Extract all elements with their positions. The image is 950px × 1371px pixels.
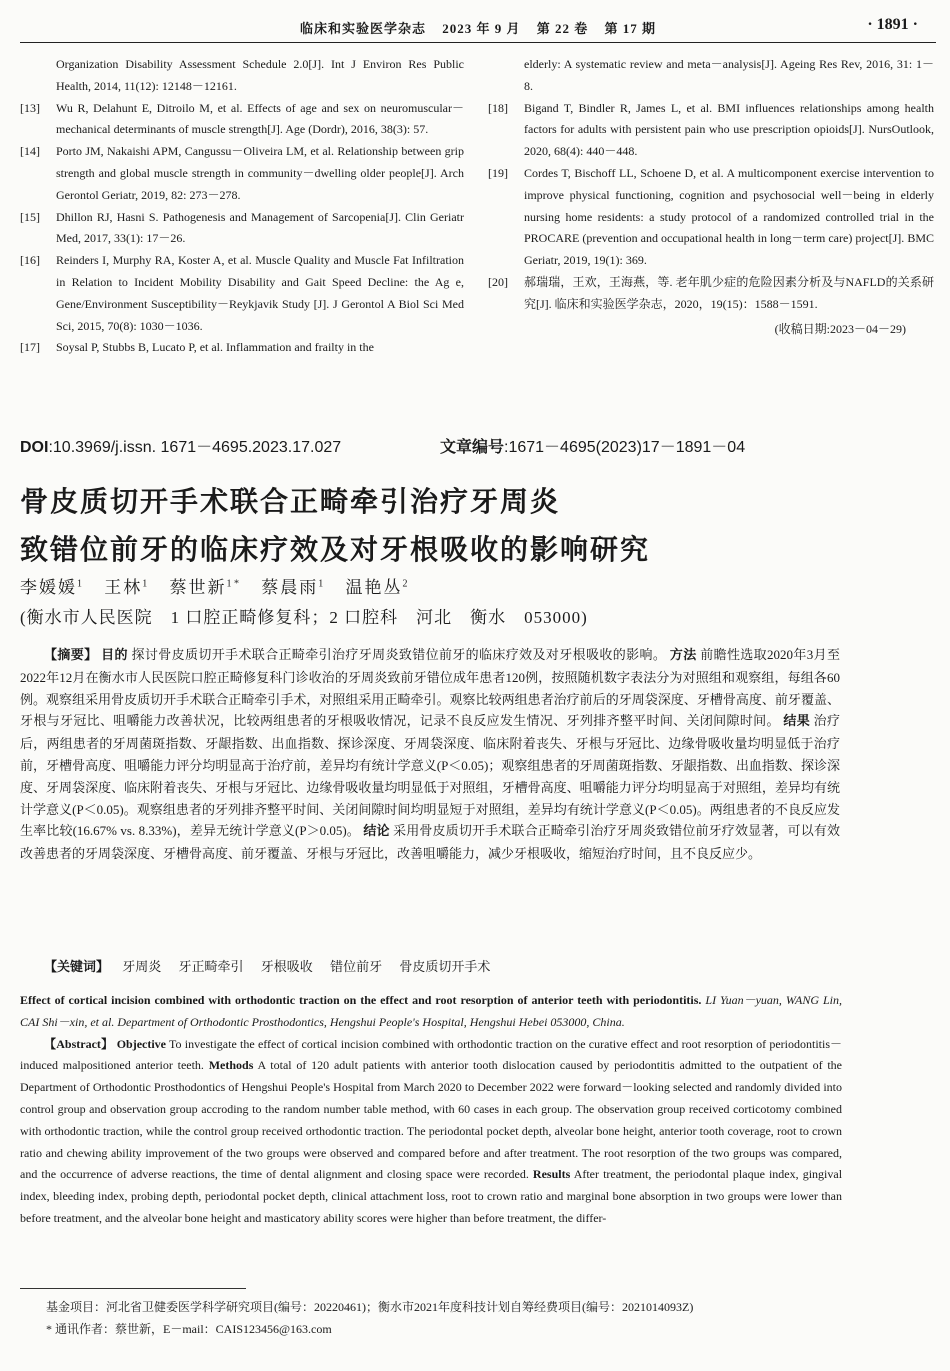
objective-text: 探讨骨皮质切开手术联合正畸牵引治疗牙周炎致错位前牙的临床疗效及对牙根吸收的影响。: [131, 647, 667, 662]
volume: 第 22 卷: [536, 21, 589, 36]
author-list: [20, 573, 424, 598]
conclusion-label: 结论: [363, 824, 390, 840]
doi-value: :10.3969/j.issn. 1671－4695.2023.17.027: [48, 439, 342, 456]
article-number-label: 文章编号: [440, 439, 505, 456]
results-text: 治疗后，两组患者的牙周菌斑指数、牙龈指数、出血指数、探诊深度、牙周袋深度、临床附着丧失、牙根与牙冠比、边缘骨吸收量均明显低于治疗前，牙槽骨高度、咀嚼能力评分均明显高于治疗前，差异均有统计学意义(P＜0.05)；观察组患者的牙周菌斑指数、牙龈指数、出血指数、探诊深度、牙周袋深度、临床附着丧失、牙根与牙冠比、边缘骨吸收量均明显低于对照组，牙槽骨高度、咀嚼能力评分均明显高于对照组，差异均有统计学意义(P＜0.05)。观察组患者的牙列排齐整平时间、关闭间隙时间均明显短于对照组，差异均有统计学意义(P＜0.05)。两组患者的不良反应发生率比较(16.67% vs. 8.33%)，差异无统计学意义(P＞0.05)。: [20, 713, 841, 839]
issue-date: 2023 年 9 月: [442, 21, 521, 36]
english-abstract-block: [20, 990, 842, 1230]
article-number: [440, 434, 745, 457]
english-results-label: Results: [532, 1167, 571, 1182]
issue: 第 17 期: [604, 21, 657, 36]
journal-name: 临床和实验医学杂志: [299, 21, 426, 36]
reference-item: [20] 郝瑞瑞，王欢，王海燕，等. 老年肌少症的危险因素分析及与NAFLD的关系研究[J]. 临床和实验医学杂志，2020，19(15)：1588－1591.: [488, 274, 934, 311]
reference-item: [14] Porto JM, Nakaishi APM, Cangussu－Oliveira LM, et al. Relationship between grip strength and global muscle strength in community－dwelling older people[J]. Arch Gerontol Geriatr, 2019, 82: 273－278.: [20, 144, 464, 202]
english-authors: LI Yuan－yuan, WANG Lin, CAI Shi－xin, et al.: [20, 993, 843, 1029]
funding-note: 基金项目：河北省卫健委医学科学研究项目(编号：20220461)；衡水市2021年度科技计划自筹经费项目(编号：2021014093Z): [46, 1300, 694, 1314]
running-header: [20, 14, 936, 43]
references-left-column: [20, 54, 464, 359]
reference-item: [15] Dhillon RJ, Hasni S. Pathogenesis and Management of Sarcopenia[J]. Clin Geriatr Med, 2017, 33(1): 17－26.: [20, 209, 464, 246]
conclusion-text: 采用骨皮质切开手术联合正畸牵引治疗牙周炎致错位前牙疗效显著，可以有效改善患者的牙周袋深度、牙槽骨高度、前牙覆盖、牙根与牙冠比，改善咀嚼能力，减少牙根吸收，缩短治疗时间，且不良反应少。: [20, 823, 841, 862]
english-abstract: [20, 1034, 842, 1230]
doi-line: [20, 434, 746, 457]
methods-text: 前瞻性选取2020年3月至2022年12月在衡水市人民医院口腔正畸修复科门诊收治的牙周炎致前牙错位成年患者120例，按照随机数字表法分为对照组和观察组，每组各60例。观察组采用骨皮质切开手术联合正畸牵引手术，对照组采用正畸牵引。观察比较两组患者治疗前后的牙周袋深度、牙槽骨高度、前牙覆盖、牙根与牙冠比、咀嚼能力改善状况，比较两组患者的牙根吸收情况，记录不良反应发生情况、牙列排齐整平时间、关闭间隙时间。: [20, 647, 841, 729]
keywords-label: 【关键词】: [44, 960, 110, 975]
corresponding-author-note: * 通讯作者：蔡世新，E－mail：CAIS123456@163.com: [46, 1322, 332, 1336]
reference-item: elderly: A systematic review and meta－analysis[J]. Ageing Res Rev, 2016, 31: 1－8.: [524, 57, 934, 93]
author: 蔡世新$^{1 *}$: [169, 578, 239, 597]
keyword: 牙周炎: [122, 959, 162, 974]
author: 李媛媛$^1$: [20, 578, 82, 597]
chinese-abstract: [20, 644, 840, 865]
english-department: Department of Orthodontic Prosthodontics, Hengshui People's Hospital, Hengshui Hebei 053000, China.: [117, 1014, 625, 1029]
chinese-keywords: [20, 956, 840, 975]
english-results-text: After treatment, the periodontal plaque index, gingival index, bleeding index, probing depth, periodontal pocket depth, clinical attachment loss, root to crown ratio and marginal bone absorption in two groups were lower than before treatment, and the alveolar bone height and masticatory ability scores were higher than before treatment, the differ-: [20, 1167, 843, 1225]
keyword: 骨皮质切开手术: [399, 959, 491, 974]
title-line-1: 骨皮质切开手术联合正畸牵引治疗牙周炎: [20, 485, 561, 518]
reference-item: Organization Disability Assessment Schedule 2.0[J]. Int J Environ Res Public Health, 2014, 11(12): 12148－12161.: [56, 57, 464, 93]
reference-item: [19] Cordes T, Bischoff LL, Schoene D, et al. A multicomponent exercise intervention to improve physical functioning, cognition and psychosocial well－being in elderly nursing home residents: a study protocol of a randomized controlled trial in the PROCARE (prevention and occupational health in long－term care) project[J]. BMC Geriatr, 2019, 19(1): 369.: [488, 165, 934, 268]
results-label: 结果: [783, 714, 811, 730]
article-number-value: :1671－4695(2023)17－1891－04: [504, 439, 746, 456]
footnotes: [46, 1296, 693, 1340]
abstract-label: 【摘要】: [44, 648, 98, 663]
keyword: 牙正畸牵引: [178, 959, 244, 974]
english-methods-text: A total of 120 adult patients with anterior tooth dislocation caused by periodontitis admitted to the outpatient of the Department of Orthodontic Prosthodontics of Hengshui People's Hospital from March 2020 to December 2022 were forward－looking selected and randomly divided into control group and observation group accroding to the random number table method, with 60 cases in each group. The observation group received corticotomy combined with orthodontic traction, while the control group received orthodontic traction. The periodontal pocket depth, alveolar bone height, anterior tooth coverage, root to crown ratio and chewing ability improvement of the two groups were observed and compared before and after treatment. The root resorption of the two groups was compared, and the occurrence of adverse reactions, the time of dental alignment and closing space were recorded.: [20, 1058, 843, 1182]
title-line-2: 致错位前牙的临床疗效及对牙根吸收的影响研究: [20, 533, 651, 566]
references-right-column: [488, 54, 934, 340]
page-number: · 1891 ·: [867, 16, 918, 33]
doi-label: DOI: [20, 439, 49, 456]
english-methods-label: Methods: [208, 1058, 254, 1073]
keyword: 牙根吸收: [260, 959, 313, 974]
english-objective-text: To investigate the effect of cortical incision combined with orthodontic traction on the curative effect and root resorption of periodontitis－induced malpositioned anterior teeth.: [20, 1036, 843, 1073]
objective-label: 目的: [101, 648, 128, 663]
english-heading: [20, 990, 842, 1034]
reference-item: [16] Reinders I, Murphy RA, Koster A, et al. Muscle Quality and Muscle Fat Infiltration in Relation to Incident Mobility Disability and Gait Speed Decline: the Ag e, Gene/Environment Susceptibility－Reykjavik Study [J]. J Gerontol A Biol Sci Med Sci, 2015, 70(8): 1030－1036.: [20, 253, 464, 333]
methods-label: 方法: [669, 648, 697, 663]
reference-item: [18] Bigand T, Bindler R, James L, et al. BMI influences relationships among health factors for adults with persistent pain who use prescription opioids[J]. NursOutlook, 2020, 68(4): 440－448.: [488, 100, 934, 159]
affiliation: (衡水市人民医院 1 口腔正畸修复科；2 口腔科 河北 衡水 053000): [20, 608, 588, 627]
english-title: Effect of cortical incision combined with orthodontic traction on the effect and root resorption of anterior teeth with periodontitis.: [20, 993, 702, 1007]
footnote-divider: [20, 1288, 246, 1289]
keyword: 错位前牙: [330, 959, 383, 974]
reference-item: [13] Wu R, Delahunt E, Ditroilo M, et al. Effects of age and sex on neuromuscular－mechanical determinants of muscle strength[J]. Age (Dordr), 2016, 38(3): 57.: [20, 100, 464, 137]
author: 温艳丛$^2$: [345, 578, 408, 597]
english-objective-label: Objective: [116, 1036, 166, 1051]
article-title: [20, 478, 920, 574]
reference-item: [17] Soysal P, Stubbs B, Lucato P, et al. Inflammation and frailty in the: [20, 340, 374, 355]
author: 王林$^1$: [104, 578, 148, 597]
received-date: (收稿日期:2023－04－29): [774, 321, 906, 336]
author: 蔡晨雨$^1$: [261, 578, 324, 597]
english-abstract-label: 【Abstract】: [44, 1036, 114, 1051]
journal-info: [20, 18, 936, 37]
